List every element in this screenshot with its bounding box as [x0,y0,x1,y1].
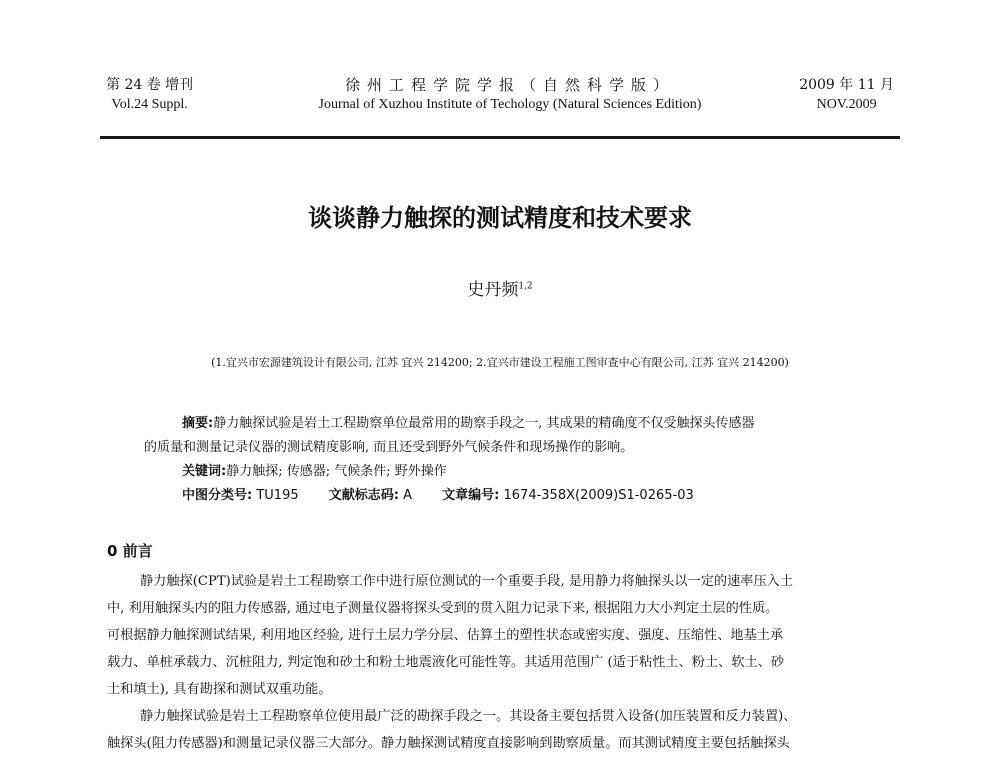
volume-cn: 第 24 卷 增刊 [106,77,194,93]
abstract [144,412,874,460]
paragraph-line: 载力、单桩承载力、沉桩阻力, 判定饱和砂土和粉土地震液化可能性等。其适用范围广 (适于粘性土、粉土、软土、砂 [107,655,785,670]
paragraph-line: 可根据静力触探测试结果, 利用地区经验, 进行土层力学分层、估算土的塑性状态或密实度、强度、压缩性、地基土承 [107,628,784,643]
paragraph-line: 静力触探(CPT)试验是岩土工程勘察工作中进行原位测试的一个重要手段, 是用静力将触探头以一定的速率压入土 [140,574,794,589]
journal-volume [106,76,193,114]
paragraph-2 [107,703,899,757]
paragraph-line: 中, 利用触探头内的阻力传感器, 通过电子测量仪器将探头受到的贯入阻力记录下来, 根据阻力大小判定土层的性质。 [107,601,779,616]
doc-code-value: A [403,488,413,503]
journal-name-en: Journal of Xuzhou Institute of Techology (Natural Sciences Edition) [318,97,702,112]
header-rule [100,136,900,139]
author-name: 史丹频 [467,280,519,300]
journal-name [280,76,740,114]
doc-code-label: 文献标志码: [328,488,399,503]
paragraph-line: 土和填土), 具有勘探和测试双重功能。 [107,682,332,697]
article-number-value: 1674-358X(2009)S1-0265-03 [503,488,694,503]
clc-label: 中图分类号: [182,488,253,503]
keywords-text: 静力触探; 传感器; 气候条件; 野外操作 [226,464,447,479]
author-affiliation-marker: 1,2 [518,281,533,292]
date-en: NOV.2009 [816,97,877,112]
keywords-label: 关键词: [182,464,227,479]
date-cn: 2009 年 11 月 [799,77,894,93]
volume-en: Vol.24 Suppl. [111,97,188,112]
journal-name-cn: 徐州工程学院学报（自然科学版） [344,76,675,94]
paragraph-line: 静力触探试验是岩土工程勘察单位使用最广泛的勘探手段之一。其设备主要包括贯入设备(加压装置和反力装置)、 [140,709,797,724]
keywords [182,460,447,484]
affiliation: (1.宜兴市宏源建筑设计有限公司, 江苏 宜兴 214200; 2.宜兴市建设工程施工图审查中心有限公司, 江苏 宜兴 214200) [211,356,789,369]
abstract-line-2: 的质量和测量记录仪器的测试精度影响, 而且还受到野外气候条件和现场操作的影响。 [144,440,634,455]
section-heading: 0 前言 [107,542,153,560]
abstract-label: 摘要: [182,416,214,431]
article-number-label: 文章编号: [442,488,500,503]
classification-line [182,484,694,508]
paragraph-1 [107,568,899,703]
abstract-line-1: 静力触探试验是岩土工程勘察单位最常用的勘察手段之一, 其成果的精确度不仅受触探头传感器 [213,416,755,431]
paragraph-line: 触探头(阻力传感器)和测量记录仪器三大部分。静力触探测试精度直接影响到勘察质量。而其测试精度主要包括触探头 [107,736,790,751]
author [0,275,1000,300]
paper-title: 谈谈静力触探的测试精度和技术要求 [308,204,692,232]
clc-value: TU195 [256,488,299,503]
journal-date [799,76,894,114]
